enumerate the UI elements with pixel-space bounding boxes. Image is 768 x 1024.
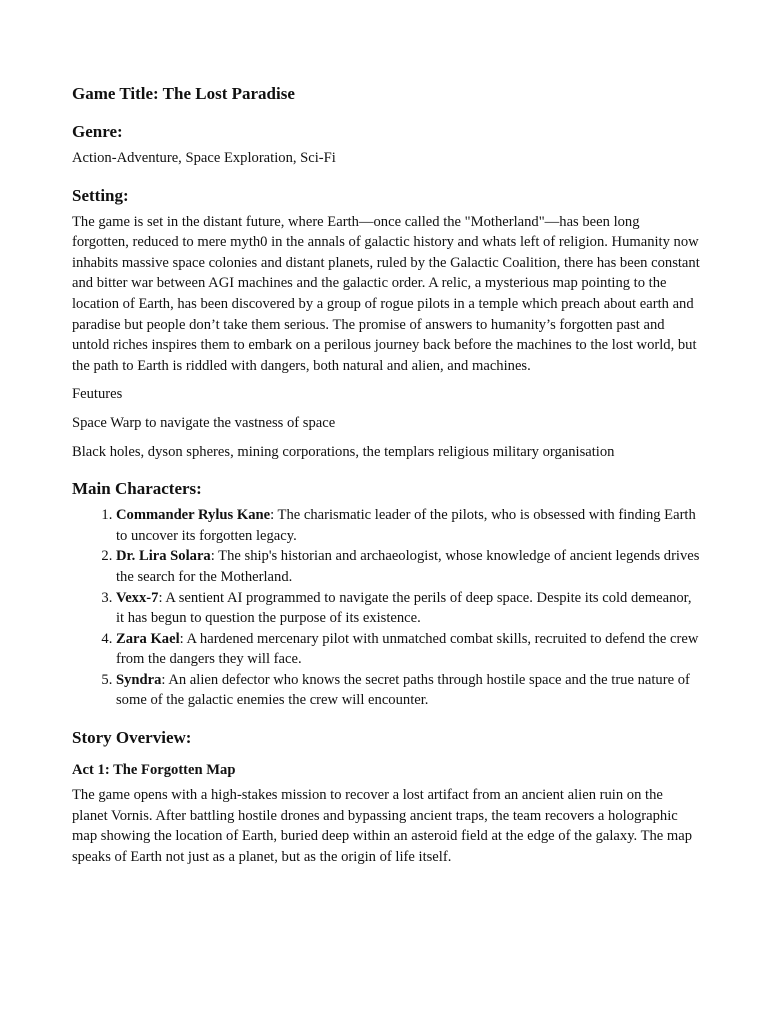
character-name: Zara Kael [116,630,180,647]
story-heading: Story Overview: [72,728,192,748]
character-description: : An alien defector who knows the secret paths through hostile space and the true nature of some of the galactic enemies the crew will encounter. [116,671,690,709]
feature-item: Black holes, dyson spheres, mining corporations, the templars religious military organisation [72,443,615,460]
character-item [116,670,700,711]
setting-heading: Setting: [72,185,129,205]
characters-heading: Main Characters: [72,479,202,499]
act-1-heading: Act 1: The Forgotten Map [72,762,236,779]
genre-heading: Genre: [72,122,123,141]
character-name: Vexx-7 [116,589,159,606]
character-name: Commander Rylus Kane [116,507,271,524]
document-title: Game Title: The Lost Paradise [72,84,295,103]
character-name: Dr. Lira Solara [116,548,211,565]
character-description: : The ship's historian and archaeologist, whose knowledge of ancient legends drives the search for the Motherland. [116,548,700,585]
feature-item: Space Warp to navigate the vastness of space [72,414,336,431]
character-name: Syndra [116,671,162,688]
character-item [116,546,700,587]
character-description: : A hardened mercenary pilot with unmatched combat skills, recruited to defend the crew from the dangers they will face. [116,630,699,668]
character-description: : A sentient AI programmed to navigate the perils of deep space. Despite its cold demeanor, it has begun to question the purpose of its existence. [116,589,692,627]
document-page [72,82,700,875]
act-1-text: The game opens with a high-stakes mission to recover a lost artifact from an ancient alien ruin on the planet Vornis. After battling hostile drones and bypassing ancient traps, the team recovers a holographic map showing the location of Earth, buried deep within an asteroid field at the edge of the galaxy. The map speaks of Earth not just as a planet, but as the origin of life itself. [72,787,693,865]
setting-text: The game is set in the distant future, where Earth—once called the "Motherland"—has been long forgotten, reduced to mere myth0 in the annals of galactic history and whats left of religion. Humanity now inhabits massive space colonies and distant planets, ruled by the Galactic Coalition, there has been constant and bitter war between AGI machines and the galactic order. A relic, a mysterious map pointing to the location of Earth, has been discovered by a group of rogue pilots in a temple which preach about earth and paradise but people don’t take them serious. The promise of answers to humanity’s forgotten past and untold riches inspires them to embark on a perilous journey back before the machines to the lost world, but the path to Earth is riddled with dangers, both natural and alien, and machines. [72,213,700,374]
genre-text: Action-Adventure, Space Exploration, Sci-Fi [72,150,336,166]
characters-list [72,505,700,711]
character-item [116,629,700,670]
features-label: Feutures [72,386,123,403]
character-description: : The charismatic leader of the pilots, who is obsessed with finding Earth to uncover its forgotten legacy. [116,507,696,544]
character-item [116,505,700,546]
character-item [116,588,700,629]
